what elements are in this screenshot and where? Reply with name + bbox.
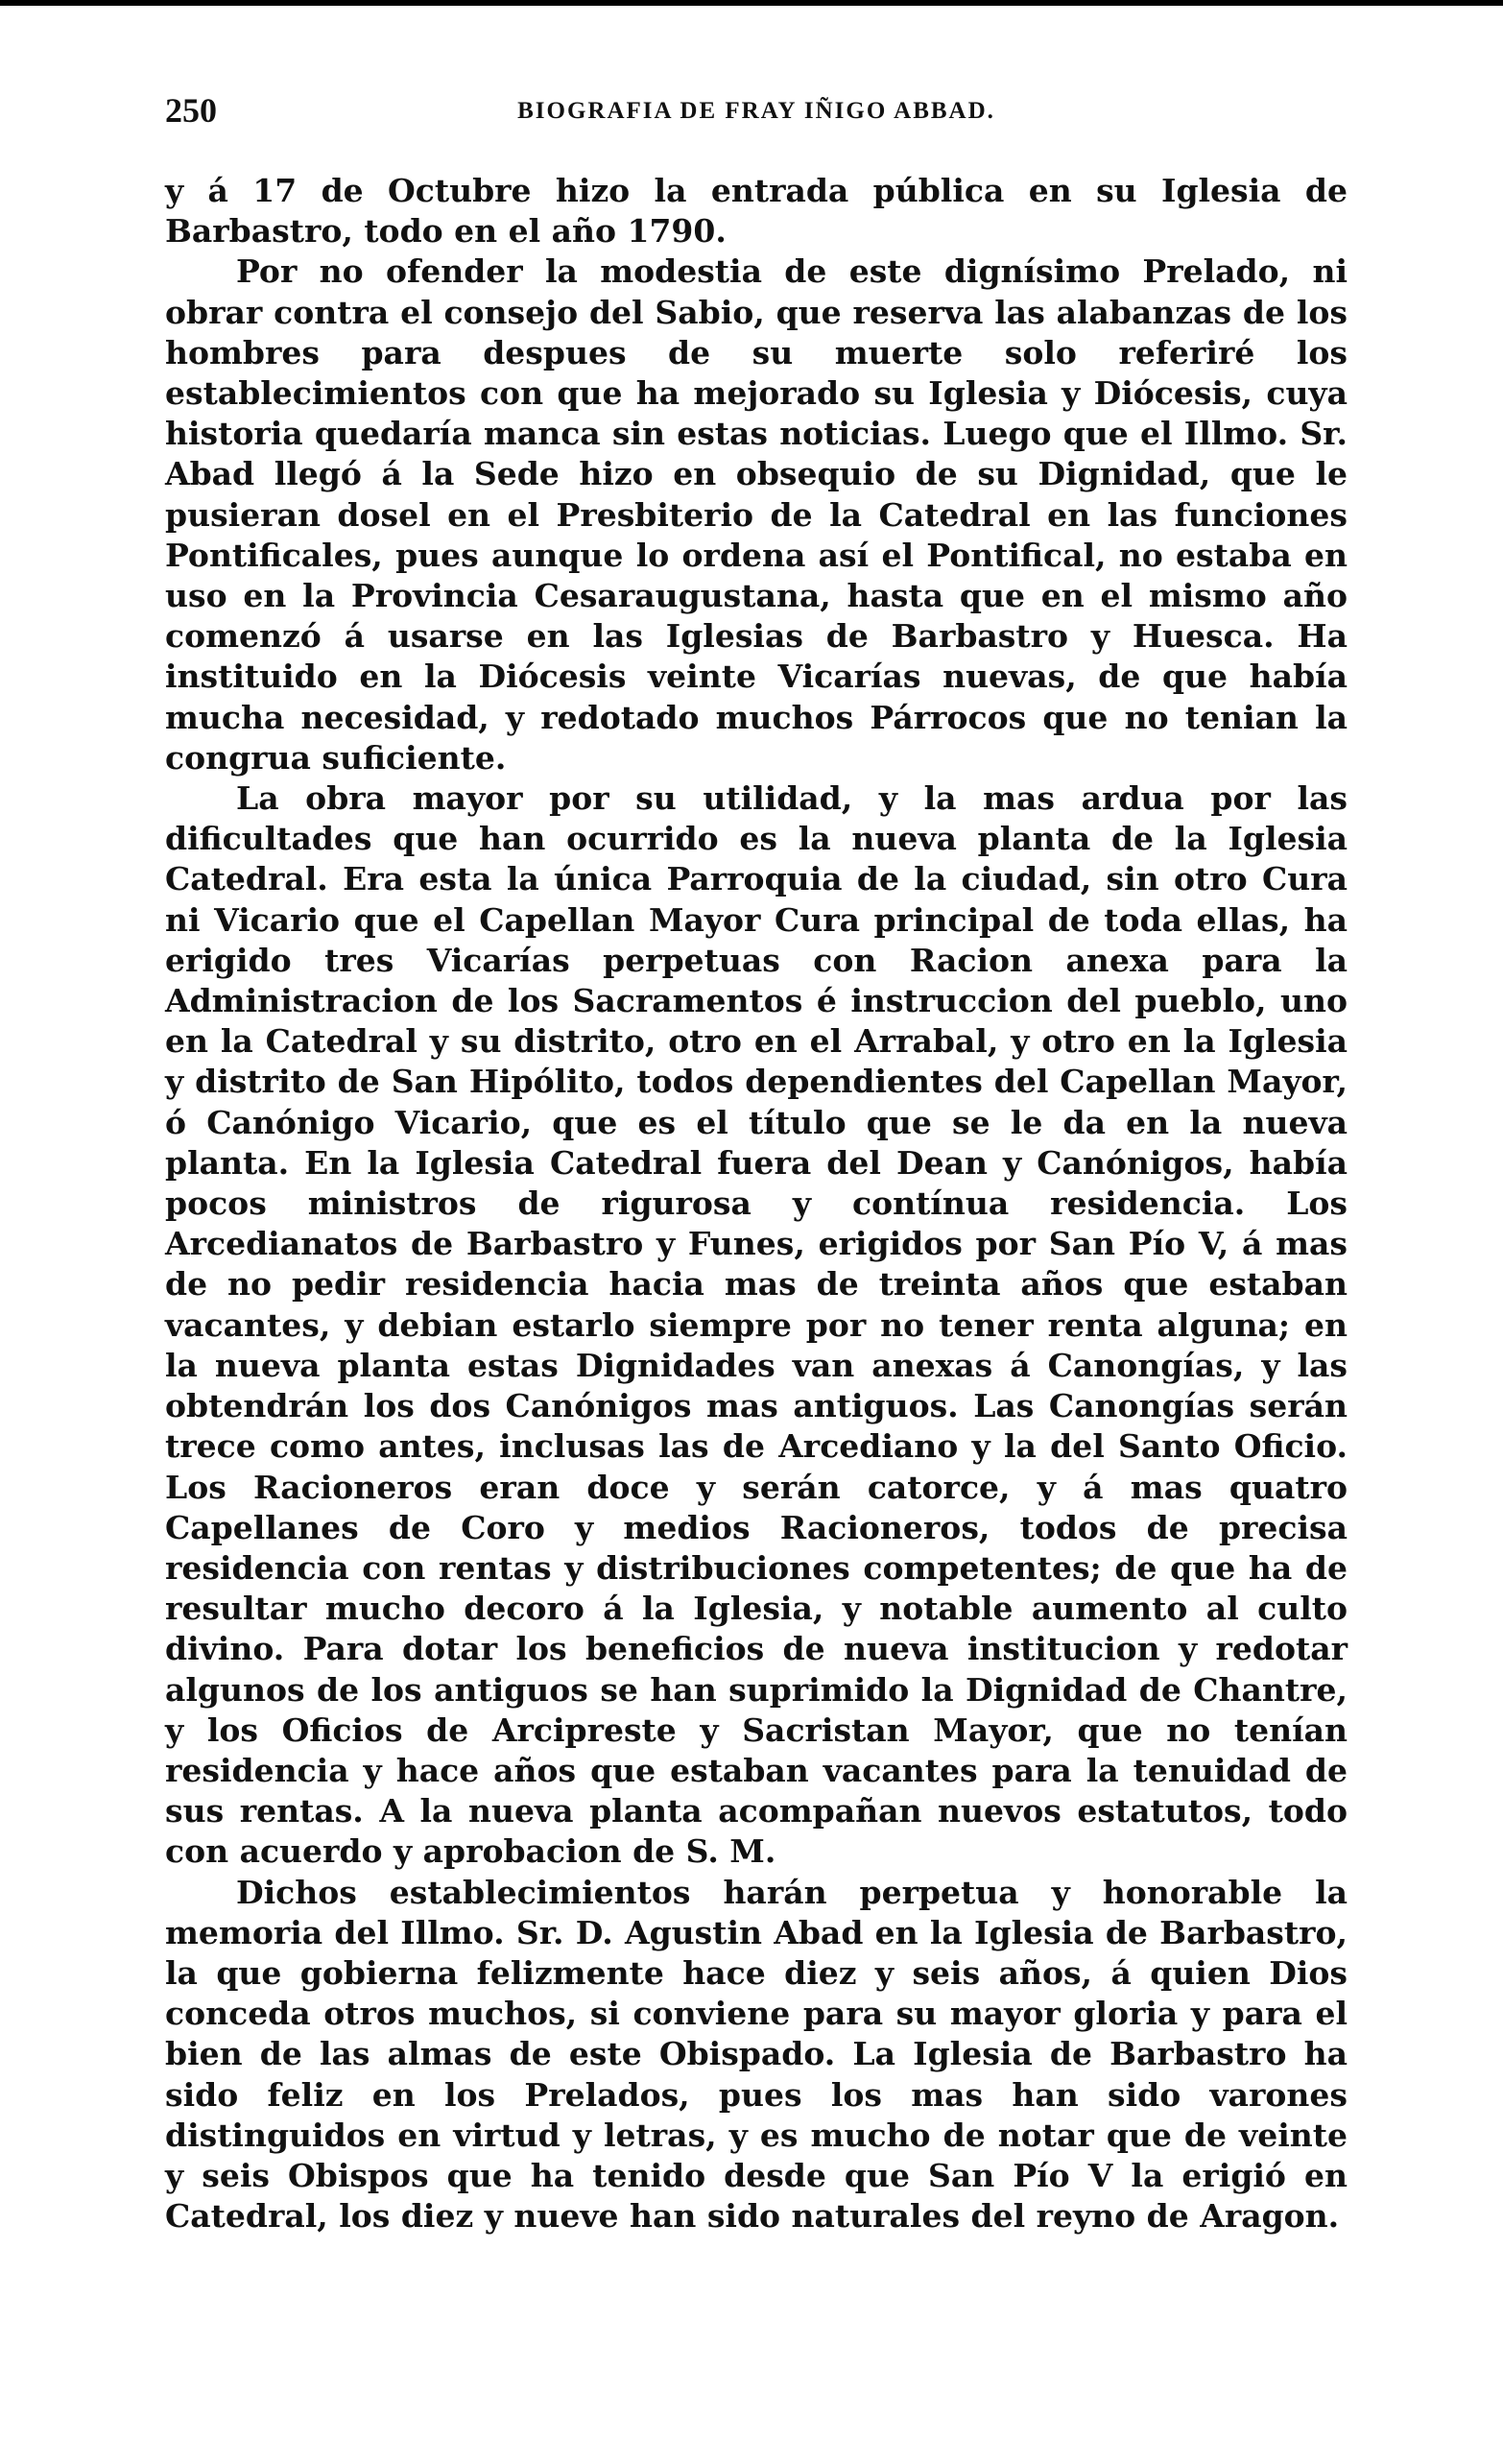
top-border-rule xyxy=(0,0,1503,6)
running-head xyxy=(165,88,1348,132)
paragraph-conclusion: Dichos establecimientos harán perpetua y honorable la memoria del Illmo. Sr. D. Agustin Abad en la Iglesia de Barbastro, la que gobierna felizmente hace diez y seis años, á quien Dios conceda otros muchos, si conviene para su mayor gloria y para el bien de las almas de este Obispado. La Iglesia de Barbastro ha sido feliz en los Prelados, pues los mas han sido varones distinguidos en virtud y letras, y es mucho de notar que de veinte y seis Obispos que ha tenido desde que San Pío V la erigió en Catedral, los diez y nueve han sido naturales del reyno de Aragon. xyxy=(165,1873,1348,2236)
paragraph-establishments: Por no ofender la modestia de este dignísimo Prelado, ni obrar contra el consejo del Sabio, que reserva las alabanzas de los hombres para despues de su muerte solo referiré los establecimientos con que ha mejorado su Iglesia y Diócesis, cuya historia quedaría manca sin estas noticias. Luego que el Illmo. Sr. Abad llegó á la Sede hizo en obsequio de su Dignidad, que le pusieran dosel en el Presbiterio de la Catedral en las funciones Pontificales, pues aunque lo ordena así el Pontifical, no estaba en uso en la Provincia Cesaraugustana, hasta que en el mismo año comenzó á usarse en las Iglesias de Barbastro y Huesca. Ha instituido en la Diócesis veinte Vicarías nuevas, de que había mucha necesidad, y redotado muchos Párrocos que no tenian la congrua suficiente. xyxy=(165,252,1348,777)
paragraph-continuation: y á 17 de Octubre hizo la entrada pública en su Iglesia de Barbastro, todo en el año 1790. xyxy=(165,172,1348,251)
paragraph-cathedral-plan: La obra mayor por su utilidad, y la mas ardua por las dificultades que han ocurrido es la nueva planta de la Iglesia Catedral. Era esta la única Parroquia de la ciudad, sin otro Cura ni Vicario que el Capellan Mayor Cura principal de toda ellas, ha erigido tres Vicarías perpetuas con Racion anexa para la Administracion de los Sacramentos é instruccion del pueblo, uno en la Catedral y su distrito, otro en el Arrabal, y otro en la Iglesia y distrito de San Hipólito, todos dependientes del Capellan Mayor, ó Canónigo Vicario, que es el título que se le da en la nueva planta. En la Iglesia Catedral fuera del Dean y Canónigos, había pocos ministros de rigurosa y contínua residencia. Los Arcedianatos de Barbastro y Funes, erigidos por San Pío V, á mas de no pedir residencia hacia mas de treinta años que estaban vacantes, y debian estarlo siempre por no tener renta alguna; en la nueva planta estas Dignidades van anexas á Canongías, y las obtendrán los dos Canónigos mas antiguos. Las Canongías serán trece como antes, inclusas las de Arcediano y la del Santo Oficio. Los Racioneros eran doce y serán catorce, y á mas quatro Capellanes de Coro y medios Racioneros, todos de precisa residencia con rentas y distribuciones competentes; de que ha de resultar mucho decoro á la Iglesia, y notable aumento al culto divino. Para dotar los beneficios de nueva institucion y redotar algunos de los antiguos se han suprimido la Dignidad de Chantre, y los Oficios de Arcipreste y Sacristan Mayor, que no tenían residencia y hace años que estaban vacantes para la tenuidad de sus rentas. A la nueva planta acompañan nuevos estatutos, todo con acuerdo y aprobacion de S. M. xyxy=(165,779,1348,1871)
page-number: 250 xyxy=(165,91,217,130)
running-title: BIOGRAFIA DE FRAY IÑIGO ABBAD. xyxy=(517,98,995,124)
book-page xyxy=(165,88,1348,2237)
